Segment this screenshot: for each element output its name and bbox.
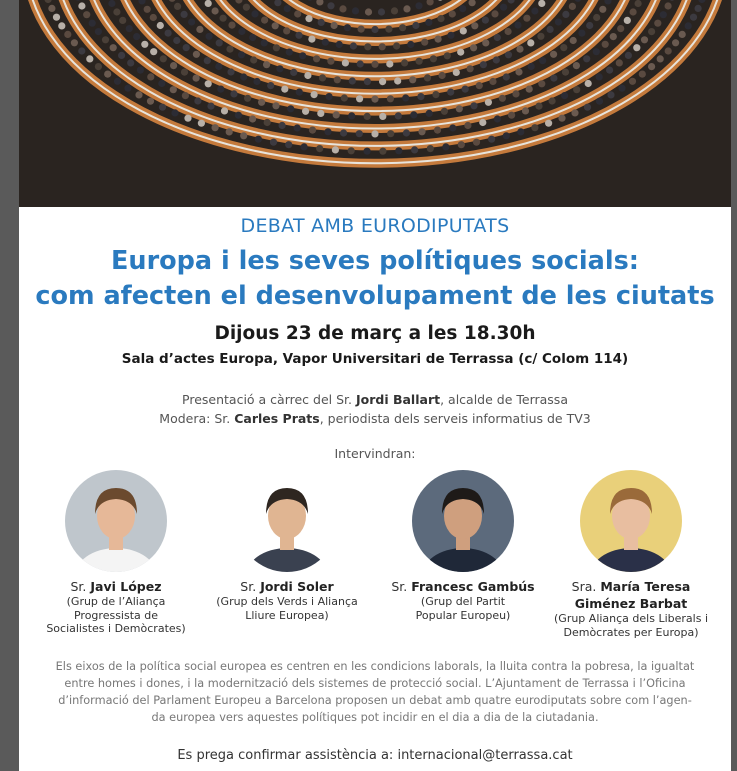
speaker-name: Sr. Javi López (70, 579, 162, 594)
event-venue: Sala d’actes Europa, Vapor Universitari de Terrassa (c/ Colom 114) (121, 351, 629, 367)
speaker-name: Sr. Francesc Gambús (391, 579, 535, 594)
speaker-card (202, 470, 372, 622)
speaker-affiliation: (Grup de l’Aliança Progressista de Socialistes i Demòcrates) (46, 595, 186, 635)
moderator-name: Carles Prats (234, 411, 320, 426)
moderator-line: Modera: Sr. Carles Prats, periodista dels serveis informatius de TV3 (159, 411, 591, 426)
event-title-line1: Europa i les seves polítiques socials: (111, 246, 639, 276)
invitation-page (19, 0, 731, 771)
speaker-portrait (580, 470, 682, 572)
speaker-portrait (65, 470, 167, 572)
parliament-hemicycle-photo (19, 0, 731, 207)
speaker-portrait (412, 470, 514, 572)
event-title-line2: com afecten el desenvolupament de les ciutats (35, 281, 715, 311)
speaker-portrait (236, 470, 338, 572)
event-subtitle: DEBAT AMB EURODIPUTATS (240, 215, 510, 237)
event-date: Dijous 23 de març a les 18.30h (214, 323, 536, 344)
speaker-name: Sr. Jordi Soler (240, 579, 334, 594)
event-title (19, 244, 731, 314)
speakers-label: Intervindran: (334, 446, 416, 461)
speaker-card (378, 470, 548, 622)
presenter-name: Jordi Ballart (355, 392, 441, 407)
speaker-affiliation: (Grup dels Verds i Aliança Lliure Europea) (216, 595, 358, 622)
rsvp-line: Es prega confirmar assistència a: internacional@terrassa.cat (177, 748, 573, 763)
speaker-card (31, 470, 201, 636)
speaker-affiliation: (Grup Aliança dels Liberals i Demòcrates per Europa) (554, 612, 708, 639)
speaker-card (546, 470, 716, 639)
speaker-affiliation: (Grup del Partit Popular Europeu) (415, 595, 511, 622)
presentation-line: Presentació a càrrec del Sr. Jordi Ballart, alcalde de Terrassa (182, 392, 568, 407)
speaker-name: Sra. María Teresa Giménez Barbat (571, 579, 691, 611)
event-description: Els eixos de la política social europea es centren en les condicions laborals, la lluita contra la pobresa, la igualtat entre homes i dones, i la modernització dels sistemes de protecció social. L’Ajuntament de Terrassa i l’Oficina d’informació del Parlament Europeu a Barcelona proposen un debat amb quatre eurodiputats sobre com l’agen- da europea vers aquestes polítiques pot incidir en el dia a dia de la ciutadania. (55, 660, 695, 724)
rsvp-email-link[interactable]: internacional@terrassa.cat (397, 748, 573, 763)
